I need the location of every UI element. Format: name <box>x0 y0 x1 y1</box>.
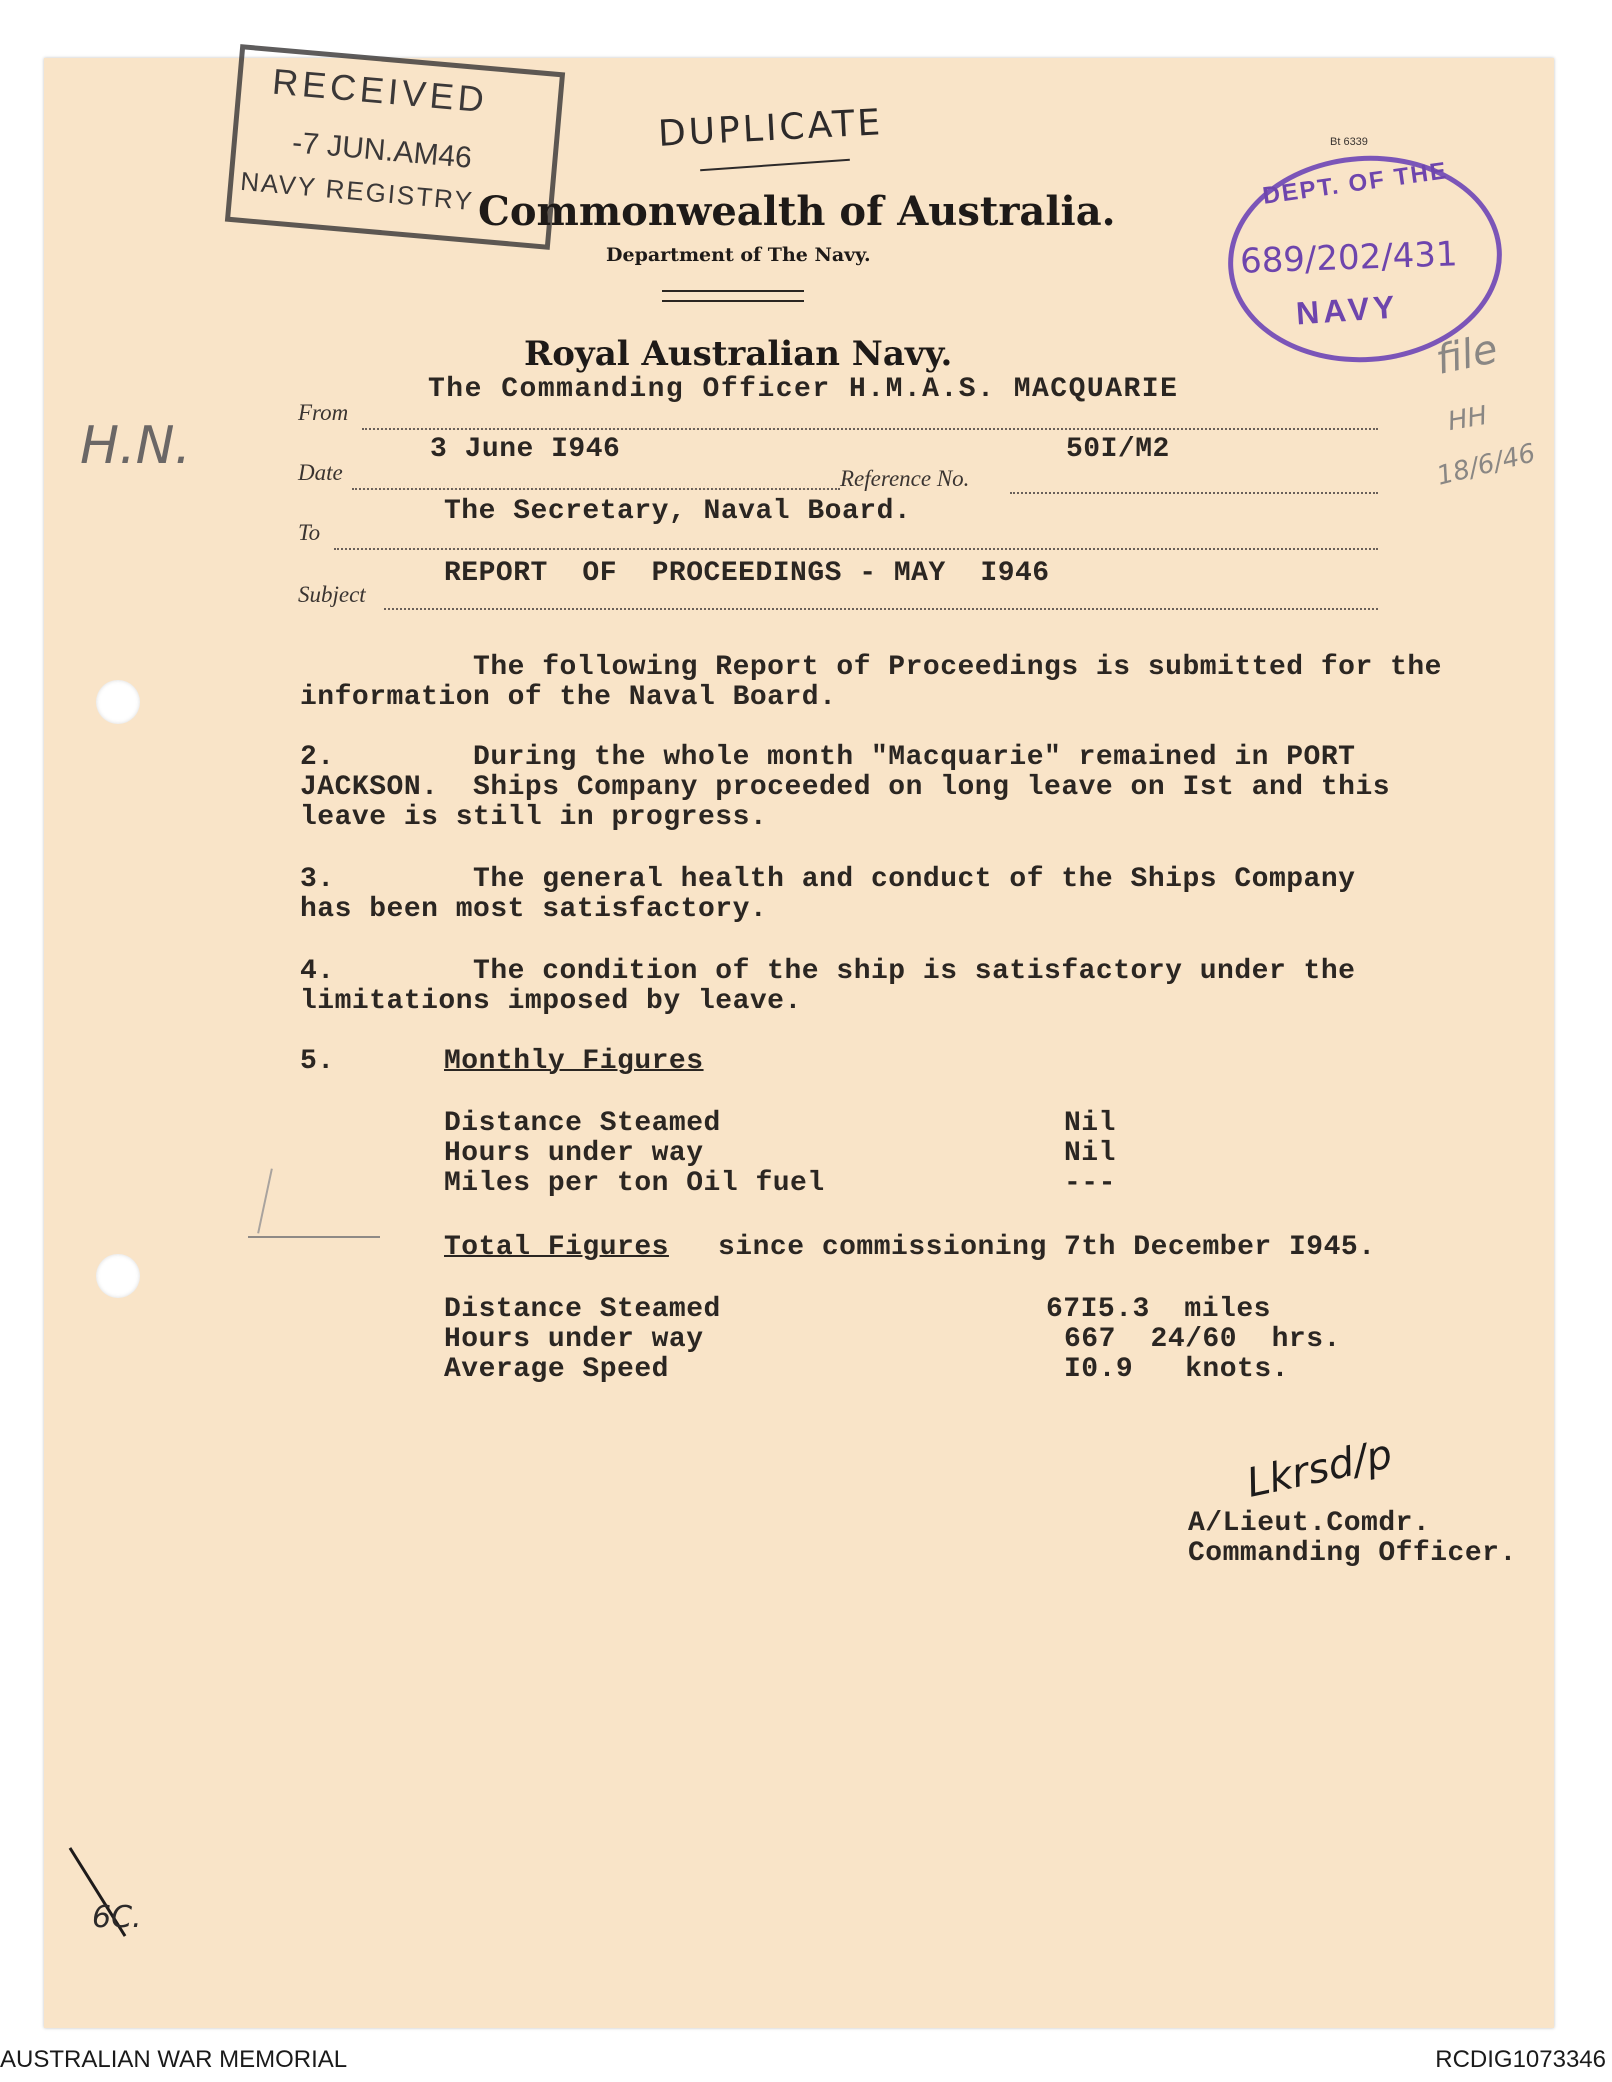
navy-stamp-file-number: 689/202/431 <box>1239 234 1459 282</box>
footer-id: RCDIG1073346 <box>1435 2046 1606 2073</box>
letterhead-title: Commonwealth of Australia. <box>478 188 1116 235</box>
bottom-left-note: 6C. <box>92 1900 142 1935</box>
paragraph-1-line-1: The following Report of Proceedings is submitted for the <box>300 652 1442 683</box>
subject-label: Subject <box>298 582 366 607</box>
from-value: The Commanding Officer H.M.A.S. MACQUARIE <box>428 374 1179 405</box>
signature: Lkrsd/p <box>1242 1431 1397 1507</box>
service-title: Royal Australian Navy. <box>524 334 953 374</box>
subject-line <box>384 608 1378 610</box>
received-stamp-registry: NAVY REGISTRY <box>239 165 475 217</box>
monthly-figures-heading: Monthly Figures <box>444 1046 704 1077</box>
signature-rank: A/Lieut.Comdr. <box>1188 1508 1431 1539</box>
to-label: To <box>298 520 321 545</box>
reference-value: 50I/M2 <box>1066 434 1170 465</box>
total-row-2-label: Hours under way <box>444 1324 704 1355</box>
reference-label: Reference No. <box>840 466 970 491</box>
navy-stamp-bottom: NAVY <box>1294 288 1400 332</box>
to-line <box>334 548 1378 550</box>
form-number: Bt 6339 <box>1330 136 1368 148</box>
total-figures-heading: Total Figures <box>444 1232 669 1263</box>
total-row-1-value: 67I5.3 miles <box>1046 1294 1271 1325</box>
file-date: 18/6/46 <box>1433 438 1539 492</box>
monthly-row-3-value: --- <box>1064 1168 1116 1199</box>
punch-hole-bottom <box>96 1254 140 1298</box>
date-line <box>352 488 840 490</box>
monthly-row-2-value: Nil <box>1064 1138 1116 1169</box>
monthly-row-2-label: Hours under way <box>444 1138 704 1169</box>
total-row-2-value: 667 24/60 hrs. <box>1064 1324 1341 1355</box>
monthly-row-1-label: Distance Steamed <box>444 1108 721 1139</box>
subject-value: REPORT OF PROCEEDINGS - MAY I946 <box>444 558 1050 589</box>
footer-source: AUSTRALIAN WAR MEMORIAL <box>0 2046 348 2073</box>
duplicate-note: DUPLICATE <box>657 102 885 155</box>
from-line <box>362 428 1378 430</box>
punch-hole-top <box>96 680 140 724</box>
date-value: 3 June I946 <box>430 434 621 465</box>
total-figures-heading-rest: since commissioning 7th December I945. <box>718 1232 1376 1263</box>
from-label: From <box>298 400 349 425</box>
paragraph-2-line-2: JACKSON. Ships Company proceeded on long leave on Ist and this <box>300 772 1391 803</box>
signature-title: Commanding Officer. <box>1188 1538 1517 1569</box>
letterhead-department: Department of The Navy. <box>606 244 871 266</box>
total-row-3-label: Average Speed <box>444 1354 669 1385</box>
paragraph-3-line-1: 3. The general health and conduct of the Ships Company <box>300 864 1356 895</box>
paragraph-3-line-2: has been most satisfactory. <box>300 894 768 925</box>
reference-line <box>1010 492 1378 494</box>
to-value: The Secretary, Naval Board. <box>444 496 912 527</box>
paragraph-1-line-2: information of the Naval Board. <box>300 682 837 713</box>
monthly-row-3-label: Miles per ton Oil fuel <box>444 1168 825 1199</box>
paragraph-5-number: 5. <box>300 1046 335 1077</box>
paragraph-2-line-1: 2. During the whole month "Macquarie" remained in PORT <box>300 742 1356 773</box>
file-note: file <box>1431 326 1502 384</box>
letterhead-rule-2 <box>662 300 804 302</box>
initials-left: H.N. <box>80 416 192 476</box>
paragraph-4-line-1: 4. The condition of the ship is satisfactory under the <box>300 956 1356 987</box>
margin-pencil-mark <box>248 1236 380 1238</box>
letterhead-rule-1 <box>662 290 804 292</box>
received-stamp-line1: RECEIVED <box>270 60 490 121</box>
file-initials: HH <box>1445 400 1490 438</box>
total-row-3-value: I0.9 knots. <box>1064 1354 1289 1385</box>
navy-stamp-top: DEPT. OF THE <box>1260 157 1450 210</box>
date-label: Date <box>298 460 343 485</box>
received-stamp-date: -7 JUN.AM46 <box>290 126 474 175</box>
paragraph-2-line-3: leave is still in progress. <box>300 802 768 833</box>
paragraph-4-line-2: limitations imposed by leave. <box>300 986 802 1017</box>
monthly-row-1-value: Nil <box>1064 1108 1116 1139</box>
total-row-1-label: Distance Steamed <box>444 1294 721 1325</box>
